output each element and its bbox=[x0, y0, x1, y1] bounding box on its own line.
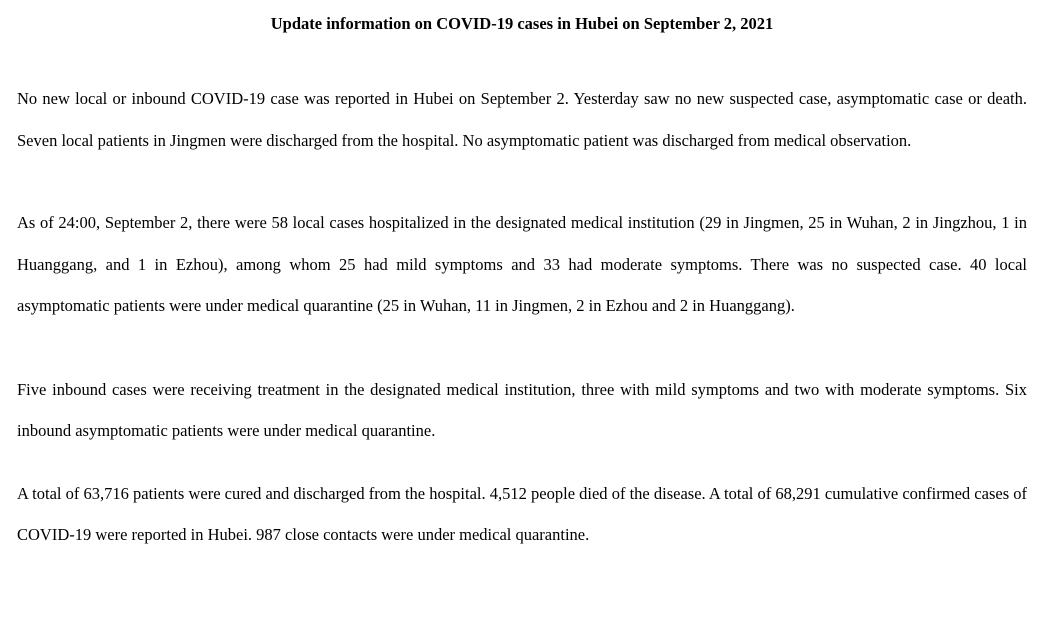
paragraph-new-cases: No new local or inbound COVID-19 case was reported in Hubei on September 2. Yesterday saw no new suspected case, asymptomatic case or death. Seven local patients in Jingmen were discharged from the hospital. No asymptomatic patient was discharged from medical observation. bbox=[17, 89, 1027, 150]
paragraph-inbound-cases: Five inbound cases were receiving treatment in the designated medical institution, three with mild symptoms and two with moderate symptoms. Six inbound asymptomatic patients were under medical quarantine. bbox=[17, 379, 1027, 440]
paragraph-local-hospitalized: As of 24:00, September 2, there were 58 local cases hospitalized in the designated medical institution (29 in Jingmen, 25 in Wuhan, 2 in Jingzhou, 1 in Huanggang, and 1 in Ezhou), among whom 25 had mild symptoms and 33 had moderate symptoms. There was no suspected case. 40 local asymptomatic patients were under medical quarantine (25 in Wuhan, 11 in Jingmen, 2 in Ezhou and 2 in Huanggang). bbox=[17, 213, 1027, 315]
paragraph-cumulative-totals: A total of 63,716 patients were cured and discharged from the hospital. 4,512 people died of the disease. A total of 68,291 cumulative confirmed cases of COVID-19 were reported in Hubei. 987 close contacts were under medical quarantine. bbox=[17, 483, 1027, 544]
document-title: Update information on COVID-19 cases in Hubei on September 2, 2021 bbox=[270, 14, 774, 33]
